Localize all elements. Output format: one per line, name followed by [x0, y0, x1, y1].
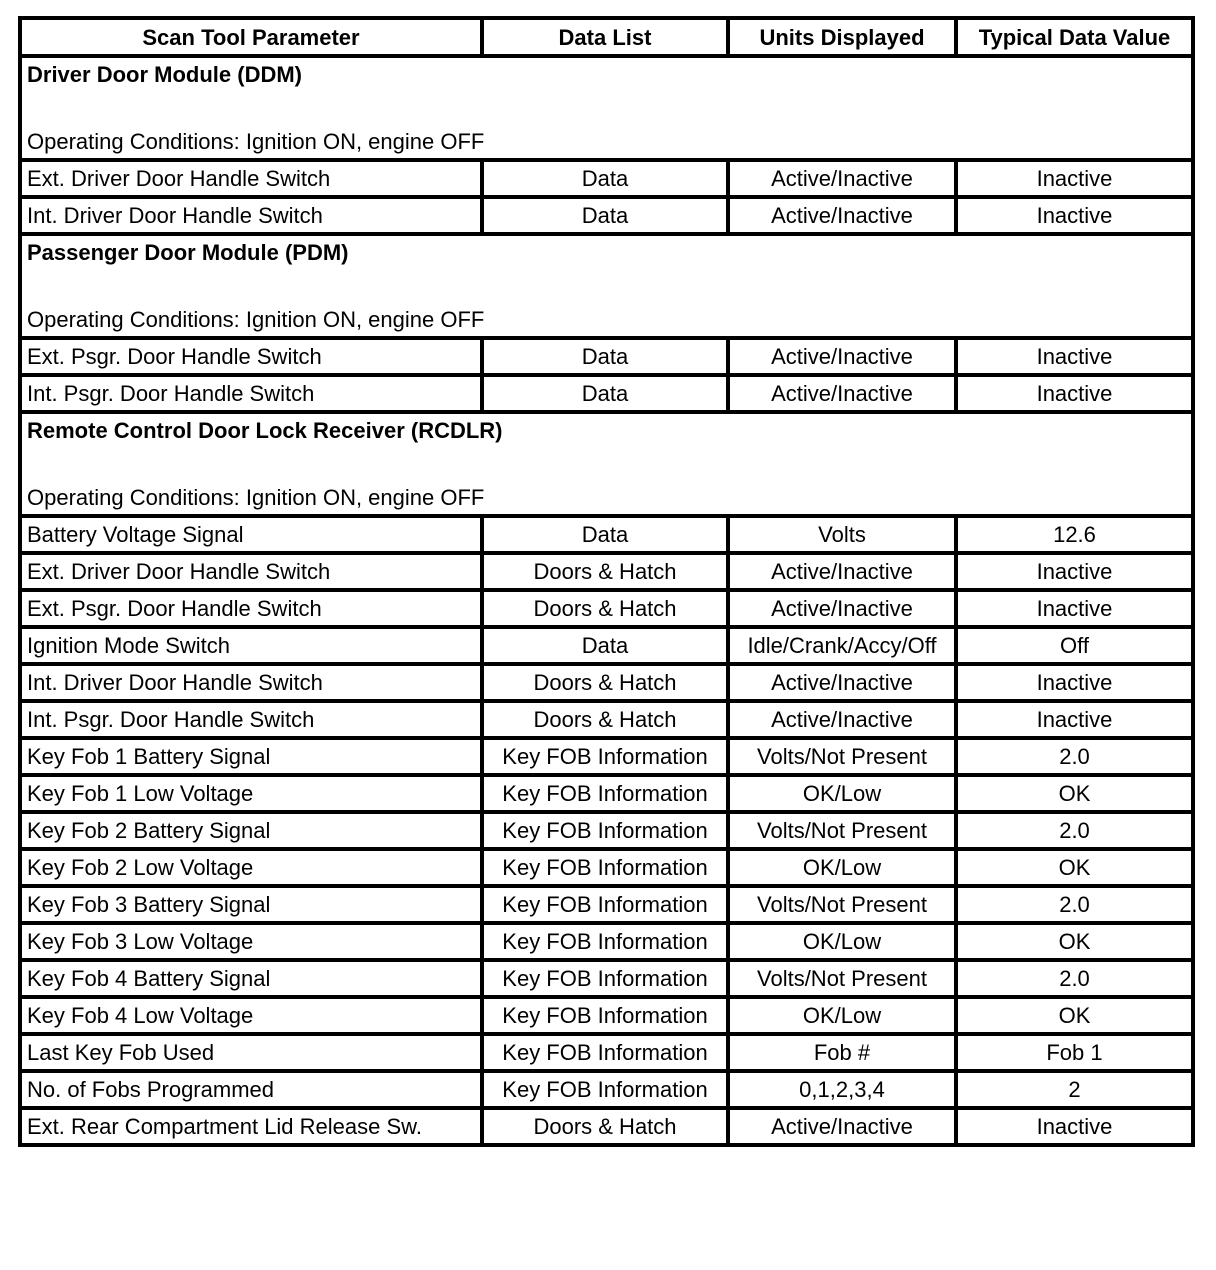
typical-value-cell: Fob 1 — [956, 1034, 1193, 1071]
table-row — [20, 1108, 1193, 1145]
units-cell: Active/Inactive — [728, 160, 956, 197]
table-row — [20, 590, 1193, 627]
header-units-displayed: Units Displayed — [728, 18, 956, 56]
units-cell: Active/Inactive — [728, 553, 956, 590]
parameter-cell: Int. Driver Door Handle Switch — [20, 664, 482, 701]
table-row — [20, 812, 1193, 849]
units-cell: OK/Low — [728, 923, 956, 960]
table-row — [20, 338, 1193, 375]
parameter-cell: Ext. Driver Door Handle Switch — [20, 160, 482, 197]
data-list-cell: Key FOB Information — [482, 738, 728, 775]
typical-value-cell: OK — [956, 923, 1193, 960]
data-list-cell: Key FOB Information — [482, 1034, 728, 1071]
parameter-cell: Ignition Mode Switch — [20, 627, 482, 664]
units-cell: Fob # — [728, 1034, 956, 1071]
table-row — [20, 1071, 1193, 1108]
data-list-cell: Doors & Hatch — [482, 701, 728, 738]
table-row — [20, 553, 1193, 590]
table-row — [20, 849, 1193, 886]
typical-value-cell: 2 — [956, 1071, 1193, 1108]
section-header — [20, 234, 1193, 338]
units-cell: Volts/Not Present — [728, 738, 956, 775]
parameter-cell: Key Fob 3 Battery Signal — [20, 886, 482, 923]
parameter-cell: Key Fob 1 Low Voltage — [20, 775, 482, 812]
parameter-cell: Last Key Fob Used — [20, 1034, 482, 1071]
table-row — [20, 197, 1193, 234]
header-data-list: Data List — [482, 18, 728, 56]
table-row — [20, 923, 1193, 960]
typical-value-cell: Inactive — [956, 160, 1193, 197]
table-row — [20, 738, 1193, 775]
operating-conditions: Operating Conditions: Ignition ON, engine OFF — [27, 485, 485, 510]
data-list-cell: Key FOB Information — [482, 960, 728, 997]
units-cell: Active/Inactive — [728, 375, 956, 412]
section-row-rcdlr — [20, 412, 1193, 516]
typical-value-cell: Inactive — [956, 664, 1193, 701]
units-cell: OK/Low — [728, 997, 956, 1034]
typical-value-cell: Inactive — [956, 1108, 1193, 1145]
table-row — [20, 775, 1193, 812]
parameter-cell: Ext. Rear Compartment Lid Release Sw. — [20, 1108, 482, 1145]
parameter-cell: Battery Voltage Signal — [20, 516, 482, 553]
units-cell: Active/Inactive — [728, 664, 956, 701]
data-list-cell: Doors & Hatch — [482, 553, 728, 590]
data-list-cell: Data — [482, 160, 728, 197]
header-typical-data-value: Typical Data Value — [956, 18, 1193, 56]
header-scan-tool-parameter: Scan Tool Parameter — [20, 18, 482, 56]
units-cell: Volts/Not Present — [728, 960, 956, 997]
typical-value-cell: Inactive — [956, 553, 1193, 590]
parameter-cell: Int. Psgr. Door Handle Switch — [20, 701, 482, 738]
typical-value-cell: Inactive — [956, 338, 1193, 375]
parameter-cell: Key Fob 2 Battery Signal — [20, 812, 482, 849]
typical-value-cell: OK — [956, 775, 1193, 812]
parameter-cell: Int. Psgr. Door Handle Switch — [20, 375, 482, 412]
typical-value-cell: Inactive — [956, 590, 1193, 627]
table-row — [20, 160, 1193, 197]
data-list-cell: Key FOB Information — [482, 997, 728, 1034]
typical-value-cell: 12.6 — [956, 516, 1193, 553]
typical-value-cell: 2.0 — [956, 886, 1193, 923]
units-cell: Active/Inactive — [728, 197, 956, 234]
typical-value-cell: 2.0 — [956, 960, 1193, 997]
header-row — [20, 18, 1193, 56]
units-cell: Active/Inactive — [728, 590, 956, 627]
typical-value-cell: Off — [956, 627, 1193, 664]
units-cell: Active/Inactive — [728, 701, 956, 738]
typical-value-cell: Inactive — [956, 701, 1193, 738]
section-row-pdm — [20, 234, 1193, 338]
parameter-cell: Key Fob 2 Low Voltage — [20, 849, 482, 886]
data-list-cell: Data — [482, 375, 728, 412]
parameter-cell: Ext. Psgr. Door Handle Switch — [20, 590, 482, 627]
parameter-cell: No. of Fobs Programmed — [20, 1071, 482, 1108]
parameter-cell: Int. Driver Door Handle Switch — [20, 197, 482, 234]
data-list-cell: Data — [482, 197, 728, 234]
section-header — [20, 412, 1193, 516]
typical-value-cell: 2.0 — [956, 738, 1193, 775]
section-title: Passenger Door Module (PDM) — [27, 240, 349, 265]
table-row — [20, 664, 1193, 701]
table-row — [20, 516, 1193, 553]
table-row — [20, 627, 1193, 664]
parameter-cell: Key Fob 4 Battery Signal — [20, 960, 482, 997]
table-row — [20, 997, 1193, 1034]
scan-tool-data-table — [18, 16, 1195, 1147]
data-list-cell: Key FOB Information — [482, 849, 728, 886]
units-cell: Idle/Crank/Accy/Off — [728, 627, 956, 664]
data-list-cell: Doors & Hatch — [482, 1108, 728, 1145]
section-title: Driver Door Module (DDM) — [27, 62, 302, 87]
operating-conditions: Operating Conditions: Ignition ON, engine OFF — [27, 307, 485, 332]
parameter-cell: Key Fob 1 Battery Signal — [20, 738, 482, 775]
units-cell: Volts/Not Present — [728, 812, 956, 849]
typical-value-cell: 2.0 — [956, 812, 1193, 849]
parameter-cell: Key Fob 4 Low Voltage — [20, 997, 482, 1034]
operating-conditions: Operating Conditions: Ignition ON, engine OFF — [27, 129, 485, 154]
data-list-cell: Data — [482, 338, 728, 375]
table-row — [20, 375, 1193, 412]
typical-value-cell: OK — [956, 997, 1193, 1034]
data-list-cell: Data — [482, 516, 728, 553]
data-list-cell: Doors & Hatch — [482, 664, 728, 701]
data-list-cell: Key FOB Information — [482, 775, 728, 812]
section-header — [20, 56, 1193, 160]
typical-value-cell: OK — [956, 849, 1193, 886]
data-list-cell: Doors & Hatch — [482, 590, 728, 627]
rcdlr-rows — [20, 516, 1193, 1145]
table-row — [20, 701, 1193, 738]
parameter-cell: Ext. Driver Door Handle Switch — [20, 553, 482, 590]
data-list-cell: Key FOB Information — [482, 886, 728, 923]
data-list-cell: Key FOB Information — [482, 1071, 728, 1108]
data-list-cell: Key FOB Information — [482, 923, 728, 960]
parameter-cell: Key Fob 3 Low Voltage — [20, 923, 482, 960]
units-cell: Active/Inactive — [728, 1108, 956, 1145]
units-cell: Volts/Not Present — [728, 886, 956, 923]
units-cell: OK/Low — [728, 775, 956, 812]
typical-value-cell: Inactive — [956, 197, 1193, 234]
section-row-ddm — [20, 56, 1193, 160]
data-list-cell: Key FOB Information — [482, 812, 728, 849]
parameter-cell: Ext. Psgr. Door Handle Switch — [20, 338, 482, 375]
table-row — [20, 960, 1193, 997]
table-row — [20, 886, 1193, 923]
data-list-cell: Data — [482, 627, 728, 664]
units-cell: OK/Low — [728, 849, 956, 886]
typical-value-cell: Inactive — [956, 375, 1193, 412]
units-cell: Active/Inactive — [728, 338, 956, 375]
section-title: Remote Control Door Lock Receiver (RCDLR) — [27, 418, 503, 443]
units-cell: Volts — [728, 516, 956, 553]
units-cell: 0,1,2,3,4 — [728, 1071, 956, 1108]
table-row — [20, 1034, 1193, 1071]
